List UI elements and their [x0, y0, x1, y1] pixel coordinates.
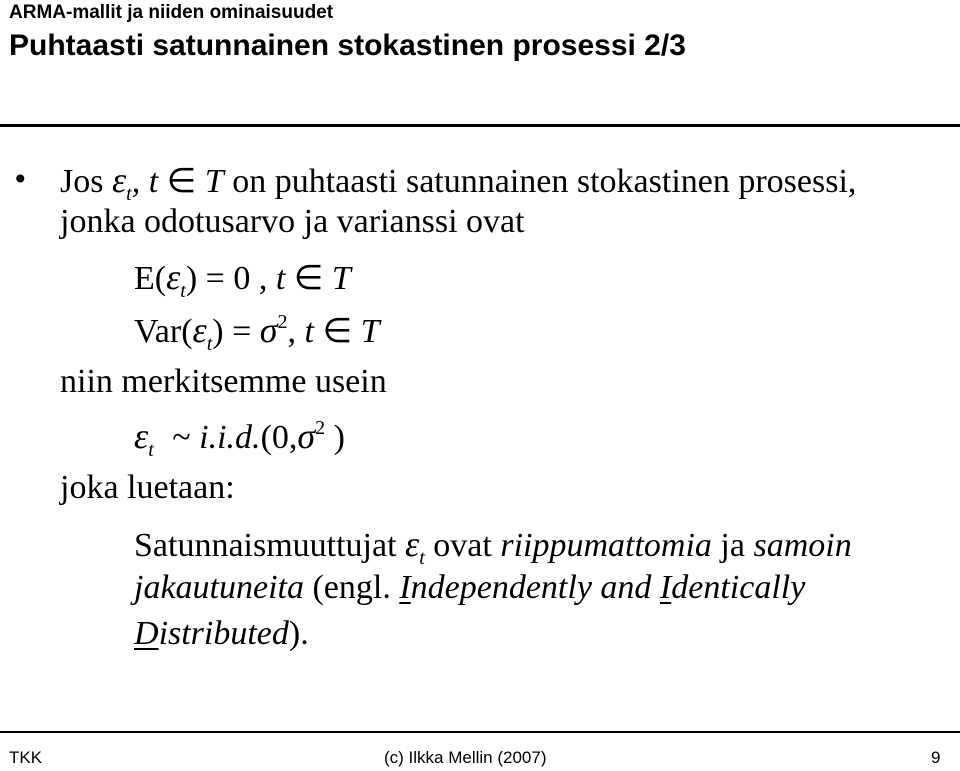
- definition-line-3: Distributed).: [134, 615, 309, 652]
- page-number: 9: [931, 748, 941, 767]
- bullet-line-1: Jos $\varepsilon_t$, t ∈ T on puhtaasti satunnainen stokastinen prosessi,: [60, 160, 857, 205]
- footer-divider: [0, 731, 960, 733]
- iid-formula: $\varepsilon_t$ ~ $i.i.d.(0,\sigma^2$ ): [134, 416, 345, 461]
- niin-text: niin merkitsemme usein: [60, 363, 387, 400]
- footer-left: TKK: [9, 748, 43, 767]
- bullet-line-2: jonka odotusarvo ja varianssi ovat: [60, 203, 525, 240]
- definition-line-2: jakautuneita (engl. Independently and Identically: [134, 569, 806, 606]
- header-divider: [0, 124, 960, 127]
- joka-text: joka luetaan:: [60, 469, 235, 506]
- page-title: Puhtaasti satunnainen stokastinen prosessi 2/3: [9, 29, 686, 62]
- bullet-icon: •: [12, 163, 29, 196]
- expectation-formula: $E(\varepsilon_t) = 0$ , t ∈ T: [134, 257, 351, 302]
- header-subtitle: ARMA-mallit ja niiden ominaisuudet: [9, 2, 334, 23]
- variance-formula: $Var(\varepsilon_t) = \sigma^2$, t ∈ T: [134, 310, 380, 355]
- definition-line-1: Satunnaismuuttujat $\varepsilon_t$ ovat riippumattomia ja samoin: [134, 524, 852, 569]
- footer-center: (c) Ilkka Mellin (2007): [384, 748, 547, 767]
